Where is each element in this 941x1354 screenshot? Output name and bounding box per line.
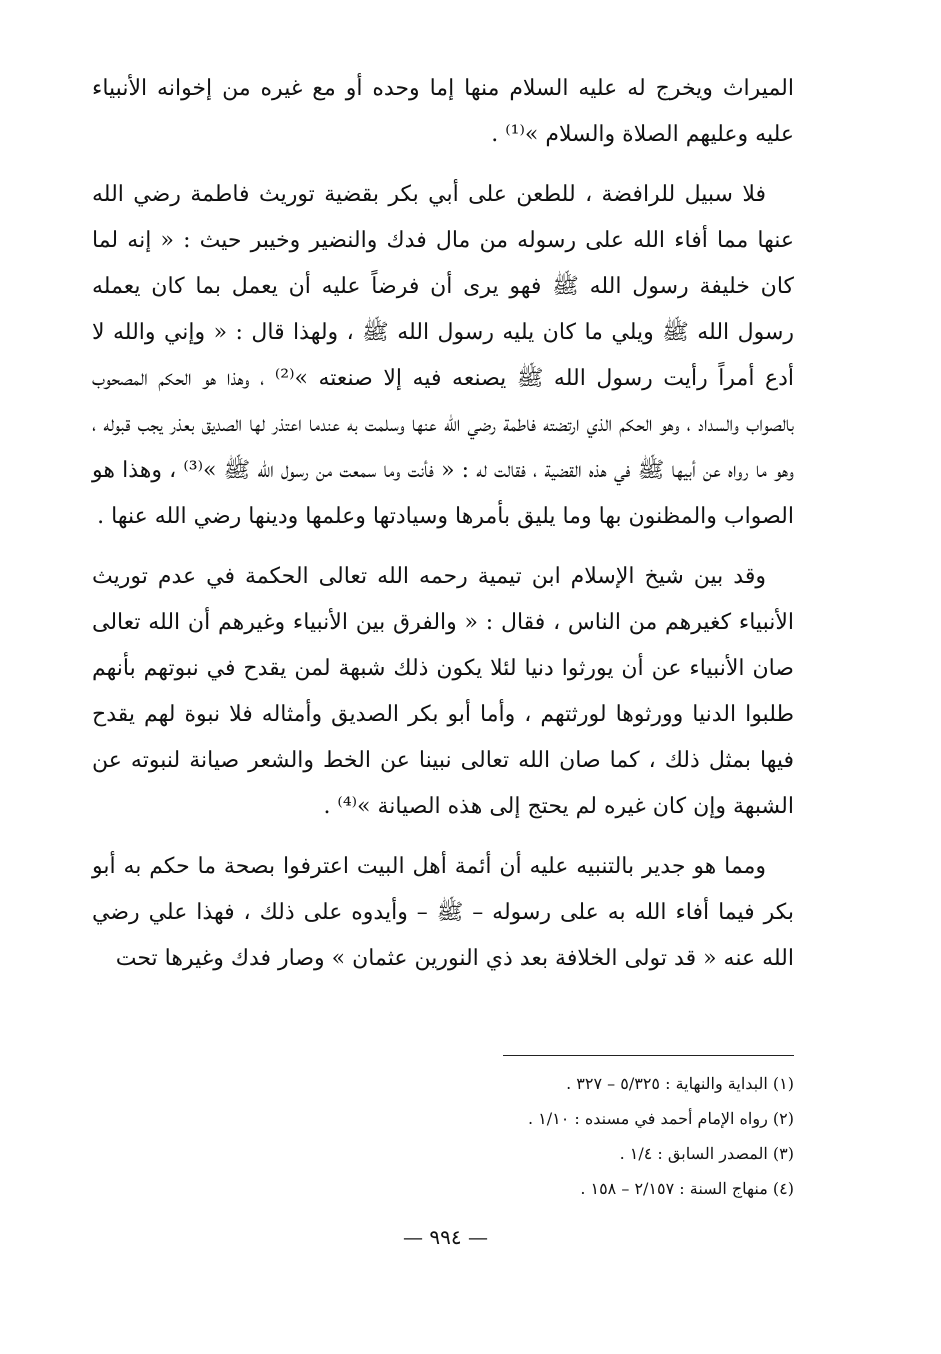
- footnote-1: (١) البداية والنهاية : ٥/٣٢٥ – ٣٢٧ .: [566, 1074, 794, 1093]
- footnote-3: (٣) المصدر السابق : ١/٤ .: [619, 1144, 794, 1163]
- footnotes: [400, 1066, 794, 1206]
- paragraph-1: الميراث ويخرج له عليه السلام منها إما وحده أو مع غيره من إخوانه الأنبياء عليه وعليهم الصلاة والسلام »⁽¹⁾ .: [92, 76, 794, 147]
- paragraph-4: ومما هو جدير بالتنبيه عليه أن أئمة أهل البيت اعترفوا بصحة ما حكم به أبو بكر فيما أفاء الله به على رسوله – ﷺ – وأيدوه على ذلك ، فهذا علي رضي الله عنه « قد تولى الخلافة بعد ذي النورين عثمان » وصار فدك وغيرها تحت: [92, 854, 794, 971]
- page-number: — ٩٩٤ —: [403, 1225, 488, 1249]
- footnote-separator: [503, 1055, 794, 1056]
- footnote-2: (٢) رواه الإمام أحمد في مسنده : ١/١٠ .: [527, 1109, 794, 1128]
- paragraph-3: وقد بين شيخ الإسلام ابن تيمية رحمه الله تعالى الحكمة في عدم توريث الأنبياء كغيرهم من الناس ، فقال : « والفرق بين الأنبياء وغيرهم أن الله تعالى صان الأنبياء عن أن يورثوا دنيا لئلا يكون ذلك شبهة لمن يقدح في نبوتهم بأنهم طلبوا الدنيا وورثوها لورثتهم ، وأما أبو بكر الصديق وأمثاله فلا نبوة لهم يقدح فيها بمثل ذلك ، كما صان الله تعالى نبينا عن الخط والشعر صيانة لنبوته عن الشبهة وإن كان غيره لم يحتج إلى هذه الصيانة »⁽⁴⁾ .: [92, 564, 795, 819]
- footnote-4: (٤) منهاج السنة : ٢/١٥٧ – ١٥٨ .: [580, 1179, 794, 1198]
- body-text: [92, 66, 794, 982]
- paragraph-2: فلا سبيل للرافضة ، للطعن على أبي بكر بقضية توريث فاطمة رضي الله عنها مما أفاء الله على رسوله من مال فدك والنضير وخيبر حيث : « إنه لما كان خليفة رسول الله ﷺ فهو يرى أن فرضاً عليه أن يعمل بما كان يعمله رسول الله ﷺ ويلي ما كان يليه رسول الله ﷺ ، ولهذا قال : « وإني والله لا أدع أمراً رأيت رسول الله ﷺ يصنعه فيه إلا صنعته »⁽²⁾ ، وهذا هو الحكم المصحوب بالصواب والسداد ، وهو الحكم الذي ارتضته فاطمة رضي الله عنها وسلمت به عندما اعتذر لها الصديق بعذر يجب قبوله ، وهو ما رواه عن أبيها ﷺ في هذه القضية ، فقالت له : « فأنت وما سمعت من رسول الله ﷺ »⁽³⁾ ، وهذا هو الصواب والمظنون بها وما يليق بأمرها وسيادتها وعلمها ودينها رضي الله عنها .: [92, 182, 794, 529]
